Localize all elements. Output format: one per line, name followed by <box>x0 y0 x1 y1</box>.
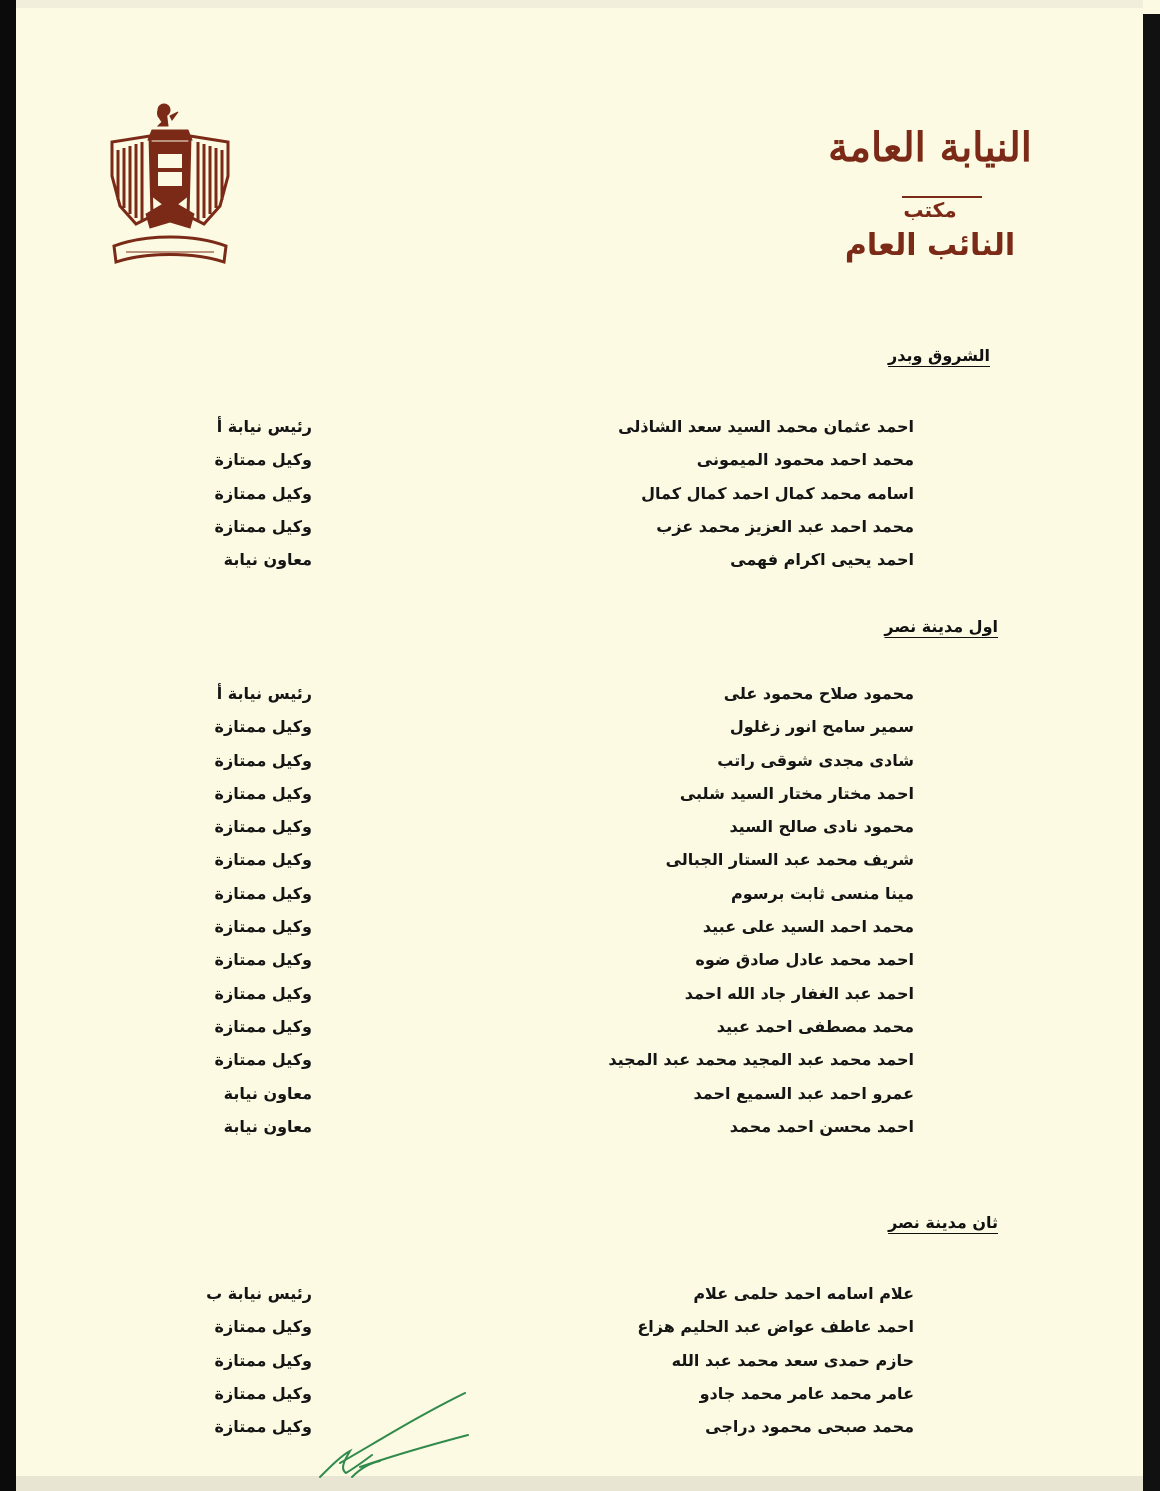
member-role: معاون نيابة <box>223 1083 312 1103</box>
scan-edge-left <box>0 0 16 1491</box>
member-role: معاون نيابة <box>223 1116 312 1136</box>
member-name: احمد محمد عبد المجيد محمد عبد المجيد <box>608 1050 914 1070</box>
member-role: وكيل ممتازة <box>214 516 312 536</box>
member-name: احمد عبد الغفار جاد الله احمد <box>684 983 914 1003</box>
member-name: احمد عثمان محمد السيد سعد الشاذلى <box>618 417 914 436</box>
member-name: محمد احمد محمود الميمونى <box>696 450 914 470</box>
organization-title: النيابة العامة <box>828 124 1032 171</box>
member-name: احمد عاطف عواض عبد الحليم هزاع <box>637 1317 914 1337</box>
member-role: وكيل ممتازة <box>214 950 312 970</box>
member-name: مينا منسى ثابت برسوم <box>730 883 914 903</box>
scan-edge-bottom <box>16 1476 1143 1491</box>
member-role: رئيس نيابة ب <box>206 1284 312 1303</box>
scan-edge-right <box>1143 14 1160 1491</box>
member-name: شريف محمد عبد الستار الجبالى <box>665 850 914 870</box>
office-label: مكتب <box>903 198 957 222</box>
member-name: علام اسامه احمد حلمى علام <box>693 1284 914 1303</box>
member-name: احمد يحيى اكرام فهمى <box>730 550 914 570</box>
member-name: احمد محسن احمد محمد <box>729 1116 914 1136</box>
member-role: وكيل ممتازة <box>214 1016 312 1036</box>
member-role: وكيل ممتازة <box>214 1383 312 1403</box>
office-name: النائب العام <box>844 228 1016 263</box>
section-3-names <box>494 1277 914 1443</box>
member-role: وكيل ممتازة <box>214 817 312 837</box>
member-name: محمد مصطفى احمد عبيد <box>716 1016 914 1036</box>
member-name: عامر محمد عامر محمد جادو <box>699 1383 914 1403</box>
member-role: وكيل ممتازة <box>214 750 312 770</box>
section-heading: ثان مدينة نصر <box>888 1213 998 1232</box>
signature-icon <box>300 1385 490 1480</box>
section-1-roles <box>172 410 312 576</box>
member-name: سمير سامح انور زغلول <box>729 717 914 737</box>
member-name: احمد مختار مختار السيد شلبى <box>679 783 914 803</box>
member-name: عمرو احمد عبد السميع احمد <box>693 1083 914 1103</box>
member-role: وكيل ممتازة <box>214 850 312 870</box>
member-role: وكيل ممتازة <box>214 1050 312 1070</box>
member-name: محمد احمد عبد العزيز محمد عزب <box>656 516 914 536</box>
member-role: رئيس نيابة أ <box>216 684 312 703</box>
eagle-emblem-icon <box>106 96 234 274</box>
member-role: وكيل ممتازة <box>214 983 312 1003</box>
member-role: وكيل ممتازة <box>214 1317 312 1337</box>
member-name: اسامه محمد كمال احمد كمال كمال <box>641 483 914 503</box>
member-role: وكيل ممتازة <box>214 450 312 470</box>
member-name: محمود صلاح محمود على <box>723 684 914 703</box>
member-role: وكيل ممتازة <box>214 1417 312 1437</box>
member-name: محمود نادى صالح السيد <box>729 817 914 837</box>
member-name: احمد محمد عادل صادق ضوه <box>695 950 914 970</box>
member-role: وكيل ممتازة <box>214 483 312 503</box>
member-name: محمد صبحى محمود دراجى <box>705 1417 914 1437</box>
section-1-names <box>494 410 914 576</box>
member-role: معاون نيابة <box>223 550 312 570</box>
member-role: وكيل ممتازة <box>214 717 312 737</box>
member-name: حازم حمدى سعد محمد عبد الله <box>671 1350 914 1370</box>
section-3-roles <box>172 1277 312 1443</box>
member-role: وكيل ممتازة <box>214 1350 312 1370</box>
member-name: شادى مجدى شوقى راتب <box>717 750 914 770</box>
letterhead <box>800 120 1060 280</box>
section-2-roles <box>172 677 312 1143</box>
member-role: وكيل ممتازة <box>214 783 312 803</box>
section-heading: اول مدينة نصر <box>884 617 998 636</box>
member-role: وكيل ممتازة <box>214 917 312 937</box>
member-name: محمد احمد السيد على عبيد <box>702 917 914 937</box>
section-2-names <box>494 677 914 1143</box>
section-heading: الشروق وبدر <box>888 346 990 365</box>
member-role: وكيل ممتازة <box>214 883 312 903</box>
member-role: رئيس نيابة أ <box>216 417 312 436</box>
scan-edge-top <box>16 0 1143 8</box>
